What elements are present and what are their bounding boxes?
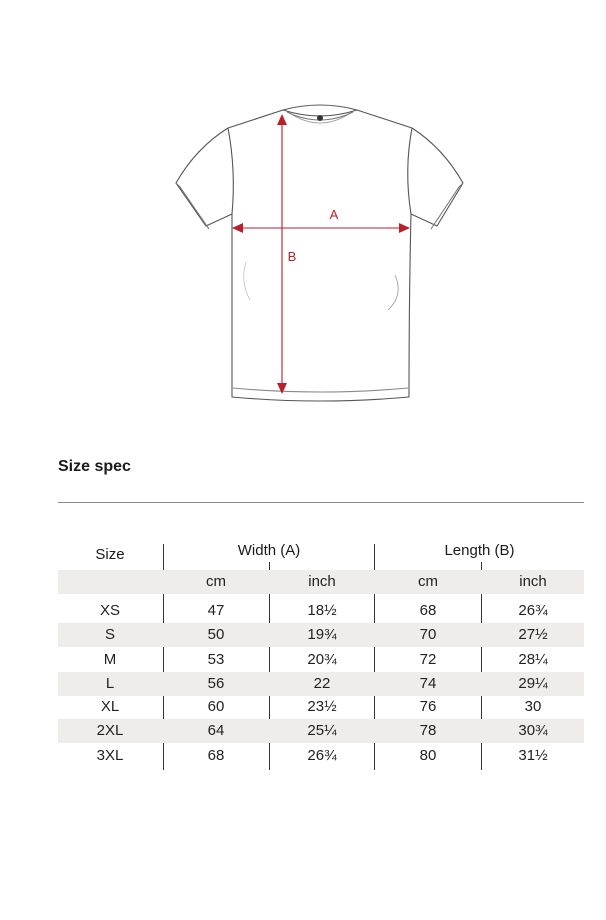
width-cm-header: cm xyxy=(206,573,226,590)
width-inch-header: inch xyxy=(308,573,336,590)
size-column-header: Size xyxy=(95,546,125,563)
size-cell: L xyxy=(105,675,115,692)
length-column-header: Length (B) xyxy=(444,542,515,559)
length-cm-cell: 78 xyxy=(419,722,437,739)
table-row xyxy=(58,695,584,719)
table-row xyxy=(58,744,584,768)
width-inch-cell: 22 xyxy=(313,675,331,692)
table-row xyxy=(58,599,584,623)
width-column-header: Width (A) xyxy=(237,542,301,559)
table-row xyxy=(58,648,584,672)
length-cm-cell: 80 xyxy=(419,747,437,764)
length-cm-cell: 70 xyxy=(419,626,437,643)
table-row xyxy=(58,719,584,743)
width-cm-cell: 47 xyxy=(207,602,225,619)
size-cell: S xyxy=(104,626,115,643)
size-cell: XL xyxy=(100,698,120,715)
length-inch-cell: 27½ xyxy=(518,626,548,643)
length-inch-cell: 29¼ xyxy=(518,675,548,692)
width-inch-cell: 25¼ xyxy=(307,722,337,739)
width-cm-cell: 56 xyxy=(207,675,225,692)
width-cm-cell: 53 xyxy=(207,651,225,668)
table-row xyxy=(58,672,584,696)
length-inch-cell: 30 xyxy=(524,698,542,715)
size-cell: 3XL xyxy=(96,747,124,764)
width-cm-cell: 68 xyxy=(207,747,225,764)
length-cm-cell: 72 xyxy=(419,651,437,668)
length-cm-cell: 76 xyxy=(419,698,437,715)
size-cell: XS xyxy=(99,602,120,619)
width-inch-cell: 18½ xyxy=(307,602,337,619)
width-cm-cell: 60 xyxy=(207,698,225,715)
length-cm-header: cm xyxy=(418,573,438,590)
width-inch-cell: 20¾ xyxy=(307,651,337,668)
table-row xyxy=(58,623,584,647)
length-inch-cell: 26¾ xyxy=(518,602,548,619)
length-cm-cell: 74 xyxy=(419,675,437,692)
length-inch-cell: 31½ xyxy=(518,747,548,764)
length-cm-cell: 68 xyxy=(419,602,437,619)
width-measure-label: A xyxy=(329,207,339,222)
width-inch-cell: 23½ xyxy=(307,698,337,715)
unit-header-row xyxy=(58,570,584,594)
tshirt-diagram xyxy=(160,95,480,415)
length-inch-header: inch xyxy=(519,573,547,590)
width-cm-cell: 50 xyxy=(207,626,225,643)
width-cm-cell: 64 xyxy=(207,722,225,739)
length-measure-label: B xyxy=(287,249,297,264)
length-inch-cell: 30¾ xyxy=(518,722,548,739)
neck-label-icon xyxy=(317,115,323,121)
divider xyxy=(58,502,584,503)
size-cell: M xyxy=(103,651,117,668)
section-title: Size spec xyxy=(58,458,131,475)
size-cell: 2XL xyxy=(96,722,124,739)
width-inch-cell: 26¾ xyxy=(307,747,337,764)
length-inch-cell: 28¼ xyxy=(518,651,548,668)
width-inch-cell: 19¾ xyxy=(307,626,337,643)
